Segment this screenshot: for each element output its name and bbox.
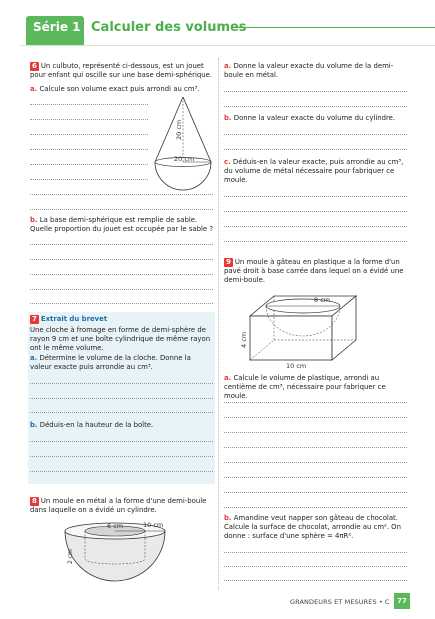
answer-line bbox=[30, 164, 148, 165]
question-text: Déduis-en la valeur exacte, puis arrondie au cm³, du volume de métal nécessaire pour fabriquer ce moule. bbox=[224, 158, 404, 185]
question-text: Déduis-en la hauteur de la boîte. bbox=[39, 421, 154, 429]
answer-line bbox=[224, 477, 407, 478]
radius-label: 10 cm bbox=[143, 521, 164, 529]
answer-line bbox=[224, 417, 407, 418]
height-dimension: 4 cm bbox=[240, 331, 248, 348]
serie-label: Série 1 bbox=[33, 20, 81, 34]
exercise-7-number: 7 bbox=[32, 315, 37, 323]
page-title: Calculer des volumes bbox=[91, 20, 247, 35]
question-letter: b. bbox=[224, 514, 232, 522]
answer-line bbox=[224, 196, 407, 197]
top-dimension: 8 cm bbox=[314, 296, 331, 304]
column-divider bbox=[218, 58, 219, 590]
answer-line bbox=[224, 106, 407, 107]
culbuto-figure bbox=[150, 92, 216, 204]
question-text: Donne la valeur exacte du volume de la demi-boule en métal. bbox=[224, 62, 394, 80]
answer-line bbox=[224, 552, 407, 553]
answer-line bbox=[30, 209, 213, 210]
question-text: Amandine veut napper son gâteau de chocolat. Calcule la surface de chocolat, arrondie au cm². On donne : surface d'une sphère = 4πR². bbox=[224, 514, 401, 541]
page-header bbox=[0, 0, 435, 46]
answer-line bbox=[224, 91, 407, 92]
question-text: Calcule le volume de plastique, arrondi au centième de cm³, nécessaire pour fabriquer ce moule. bbox=[224, 374, 386, 401]
answer-line bbox=[224, 241, 407, 242]
question-letter: b. bbox=[30, 421, 38, 429]
exercise-9-number: 9 bbox=[226, 258, 231, 266]
exercise-7-question-a bbox=[30, 354, 213, 372]
question-text: Calcule son volume exact puis arrondi au cm³. bbox=[39, 85, 200, 93]
header-rule bbox=[233, 27, 435, 28]
question-letter: a. bbox=[30, 354, 38, 362]
question-text: Détermine le volume de la cloche. Donne la valeur exacte puis arrondie au cm³. bbox=[30, 354, 191, 372]
answer-line bbox=[30, 134, 148, 135]
question-letter: a. bbox=[30, 85, 38, 93]
footer-section-label: GRANDEURS ET MESURES • C bbox=[290, 598, 390, 606]
question-text: La base demi-sphérique est remplie de sable. Quelle proportion du jouet est occupée par le sable ? bbox=[30, 216, 214, 234]
answer-line bbox=[30, 179, 148, 180]
question-letter: b. bbox=[30, 216, 38, 224]
answer-line bbox=[30, 303, 213, 304]
answer-line bbox=[224, 402, 407, 403]
exercise-6-text: Un culbuto, représenté ci-dessous, est un jouet pour enfant qui oscille sur une base demi-sphérique. bbox=[30, 62, 213, 80]
exercise-7-intro: Une cloche à fromage en forme de demi-sphère de rayon 9 cm et une boîte cylindrique de même rayon ont le même volume. bbox=[30, 326, 211, 353]
exercise-8-intro bbox=[30, 497, 213, 515]
answer-line bbox=[224, 462, 407, 463]
answer-line bbox=[30, 383, 213, 384]
height-label: 2 cm bbox=[67, 549, 74, 564]
answer-line bbox=[224, 432, 407, 433]
answer-line bbox=[224, 134, 407, 135]
exercise-6-number: 6 bbox=[32, 62, 37, 70]
question-letter: a. bbox=[224, 62, 232, 70]
answer-line bbox=[224, 226, 407, 227]
answer-line bbox=[224, 580, 407, 581]
exercise-7-title bbox=[30, 315, 213, 324]
moule-demi-boule-figure bbox=[60, 519, 170, 587]
brevet-title: Extrait du brevet bbox=[40, 315, 108, 323]
question-letter: a. bbox=[224, 374, 232, 382]
cylinder-label: 6 cm bbox=[107, 522, 124, 530]
answer-line bbox=[224, 149, 407, 150]
exercise-6-question-b bbox=[30, 216, 213, 234]
exercise-8-number: 8 bbox=[32, 497, 37, 505]
answer-line bbox=[30, 398, 213, 399]
answer-line bbox=[30, 441, 213, 442]
answer-line bbox=[224, 507, 407, 508]
bottom-dimension: 10 cm bbox=[286, 362, 307, 370]
answer-line bbox=[30, 244, 213, 245]
answer-line bbox=[30, 259, 213, 260]
height-label: 20 cm bbox=[175, 119, 183, 140]
answer-line bbox=[30, 456, 213, 457]
answer-line bbox=[30, 104, 148, 105]
answer-line bbox=[224, 566, 407, 567]
answer-line bbox=[30, 274, 213, 275]
answer-line bbox=[30, 119, 148, 120]
exercise-7-question-b bbox=[30, 421, 213, 430]
exercise-8-question-a bbox=[224, 62, 407, 80]
exercise-9-intro bbox=[224, 258, 407, 285]
answer-line bbox=[30, 471, 213, 472]
exercise-6-intro bbox=[30, 62, 213, 80]
exercise-8-text: Un moule en métal a la forme d'une demi-boule dans laquelle on a évidé un cylindre. bbox=[30, 497, 207, 515]
question-letter: c. bbox=[224, 158, 231, 166]
answer-line bbox=[224, 211, 407, 212]
page-number: 77 bbox=[394, 593, 410, 609]
answer-line bbox=[30, 289, 213, 290]
width-label: 20 cm bbox=[174, 155, 195, 163]
exercise-9-text: Un moule à gâteau en plastique a la forme d'un pavé droit à base carrée dans lequel on a évidé une demi-boule. bbox=[224, 258, 404, 285]
moule-pave-figure bbox=[236, 290, 366, 372]
answer-line bbox=[30, 412, 213, 413]
question-letter: b. bbox=[224, 114, 232, 122]
question-text: Donne la valeur exacte du volume du cylindre. bbox=[233, 114, 396, 122]
answer-line bbox=[224, 492, 407, 493]
exercise-8-question-c bbox=[224, 158, 407, 185]
exercise-8-question-b bbox=[224, 114, 407, 123]
header-bottom-rule bbox=[20, 45, 435, 46]
answer-line bbox=[30, 149, 148, 150]
exercise-9-question-b bbox=[224, 514, 407, 541]
exercise-9-question-a bbox=[224, 374, 407, 401]
answer-line bbox=[224, 447, 407, 448]
